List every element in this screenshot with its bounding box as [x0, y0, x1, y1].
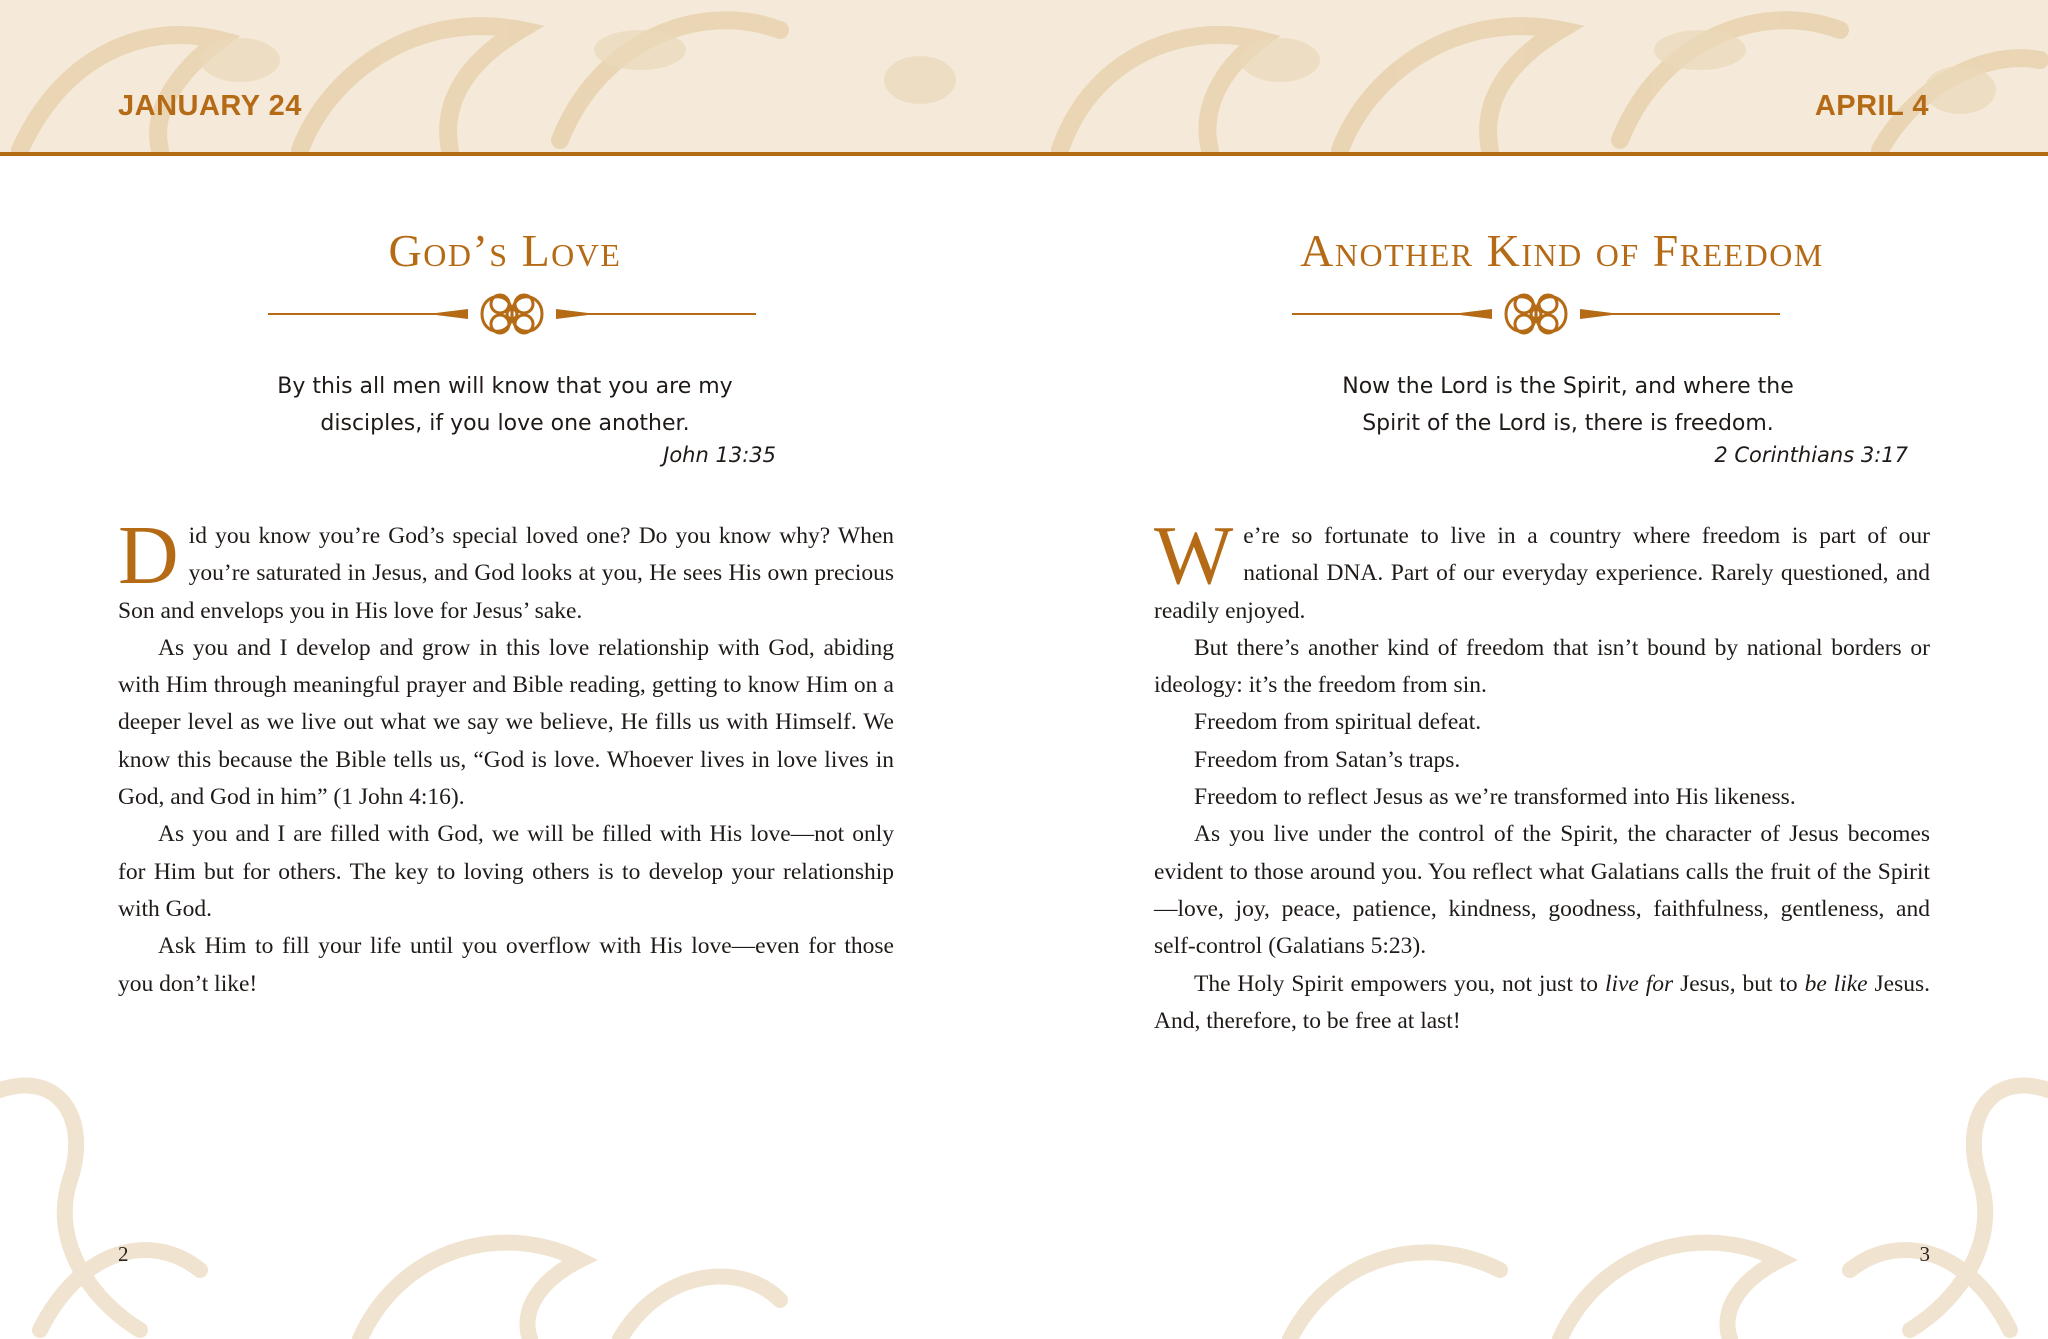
verse-line: By this all men will know that you are my	[277, 374, 733, 399]
date-label-left: JANUARY 24	[118, 90, 302, 122]
paragraph: But there’s another kind of freedom that isn’t bound by national borders or ideology: it’s the freedom from sin.	[1154, 634, 1930, 699]
flourish-divider-icon	[1292, 284, 1780, 344]
verse-line: Now the Lord is the Spirit, and where the	[1342, 374, 1794, 399]
page-number-right: 3	[1919, 1242, 1930, 1266]
header-band	[0, 0, 2048, 152]
devotion-body-left	[118, 509, 894, 1003]
verse-line: Spirit of the Lord is, there is freedom.	[1362, 411, 1774, 436]
verse-line: disciples, if you love one another.	[320, 411, 690, 436]
scripture-verse-left	[225, 368, 785, 442]
left-page	[0, 156, 1024, 1339]
verse-reference-left: John 13:35	[663, 443, 776, 467]
paragraph: Freedom to reflect Jesus as we’re transformed into His likeness.	[1194, 784, 1796, 811]
right-page	[1024, 156, 2048, 1339]
paragraph: Did you know you’re God’s special loved one? Do you know why? When you’re saturated in Jesus, and God looks at you, He sees His own precious Son and envelops you in His love for Jesus’ sake.	[118, 509, 894, 624]
paragraph: As you and I develop and grow in this love relationship with God, abiding with Him through meaningful prayer and Bible reading, getting to know Him on a deeper level as we live out what we say we believe, He fills us with Himself. We know this because the Bible tells us, “God is love. Whoever lives in love lives in God, and God in him” (1 John 4:16).	[118, 634, 894, 811]
acanthus-ornament-icon	[0, 0, 2048, 152]
paragraph: As you and I are filled with God, we will be filled with His love—not only for Him but for others. The key to loving others is to develop your relationship with God.	[118, 821, 894, 922]
drop-cap: W	[1154, 509, 1234, 602]
verse-reference-right: 2 Corinthians 3:17	[1714, 443, 1908, 467]
paragraph: We’re so fortunate to live in a country where freedom is part of our national DNA. Part of our everyday experience. Rarely questioned, and readily enjoyed.	[1154, 509, 1930, 624]
paragraph: As you live under the control of the Spirit, the character of Jesus becomes evident to those around you. You reflect what Galatians calls the fruit of the Spirit—love, joy, peace, patience, kindness, goodness, faithfulness, gentleness, and self-control (Galatians 5:23).	[1154, 821, 1930, 960]
devotion-body-right	[1154, 509, 1930, 1040]
devotion-title-right: Another Kind of Freedom	[1300, 225, 1824, 276]
paragraph: Ask Him to fill your life until you overflow with His love—even for those you don’t like!	[118, 933, 894, 997]
page-number-left: 2	[118, 1242, 129, 1266]
drop-cap: D	[118, 509, 179, 602]
date-label-right: APRIL 4	[1814, 90, 1929, 122]
paragraph: Freedom from Satan’s traps.	[1194, 746, 1461, 773]
paragraph: Freedom from spiritual defeat.	[1194, 709, 1482, 736]
devotion-title-left: God’s Love	[388, 225, 622, 276]
paragraph: The Holy Spirit empowers you, not just to live for Jesus, but to be like Jesus. And, therefore, to be free at last!	[1154, 970, 1930, 1034]
flourish-divider-icon	[268, 284, 756, 344]
scripture-verse-right	[1288, 368, 1848, 442]
